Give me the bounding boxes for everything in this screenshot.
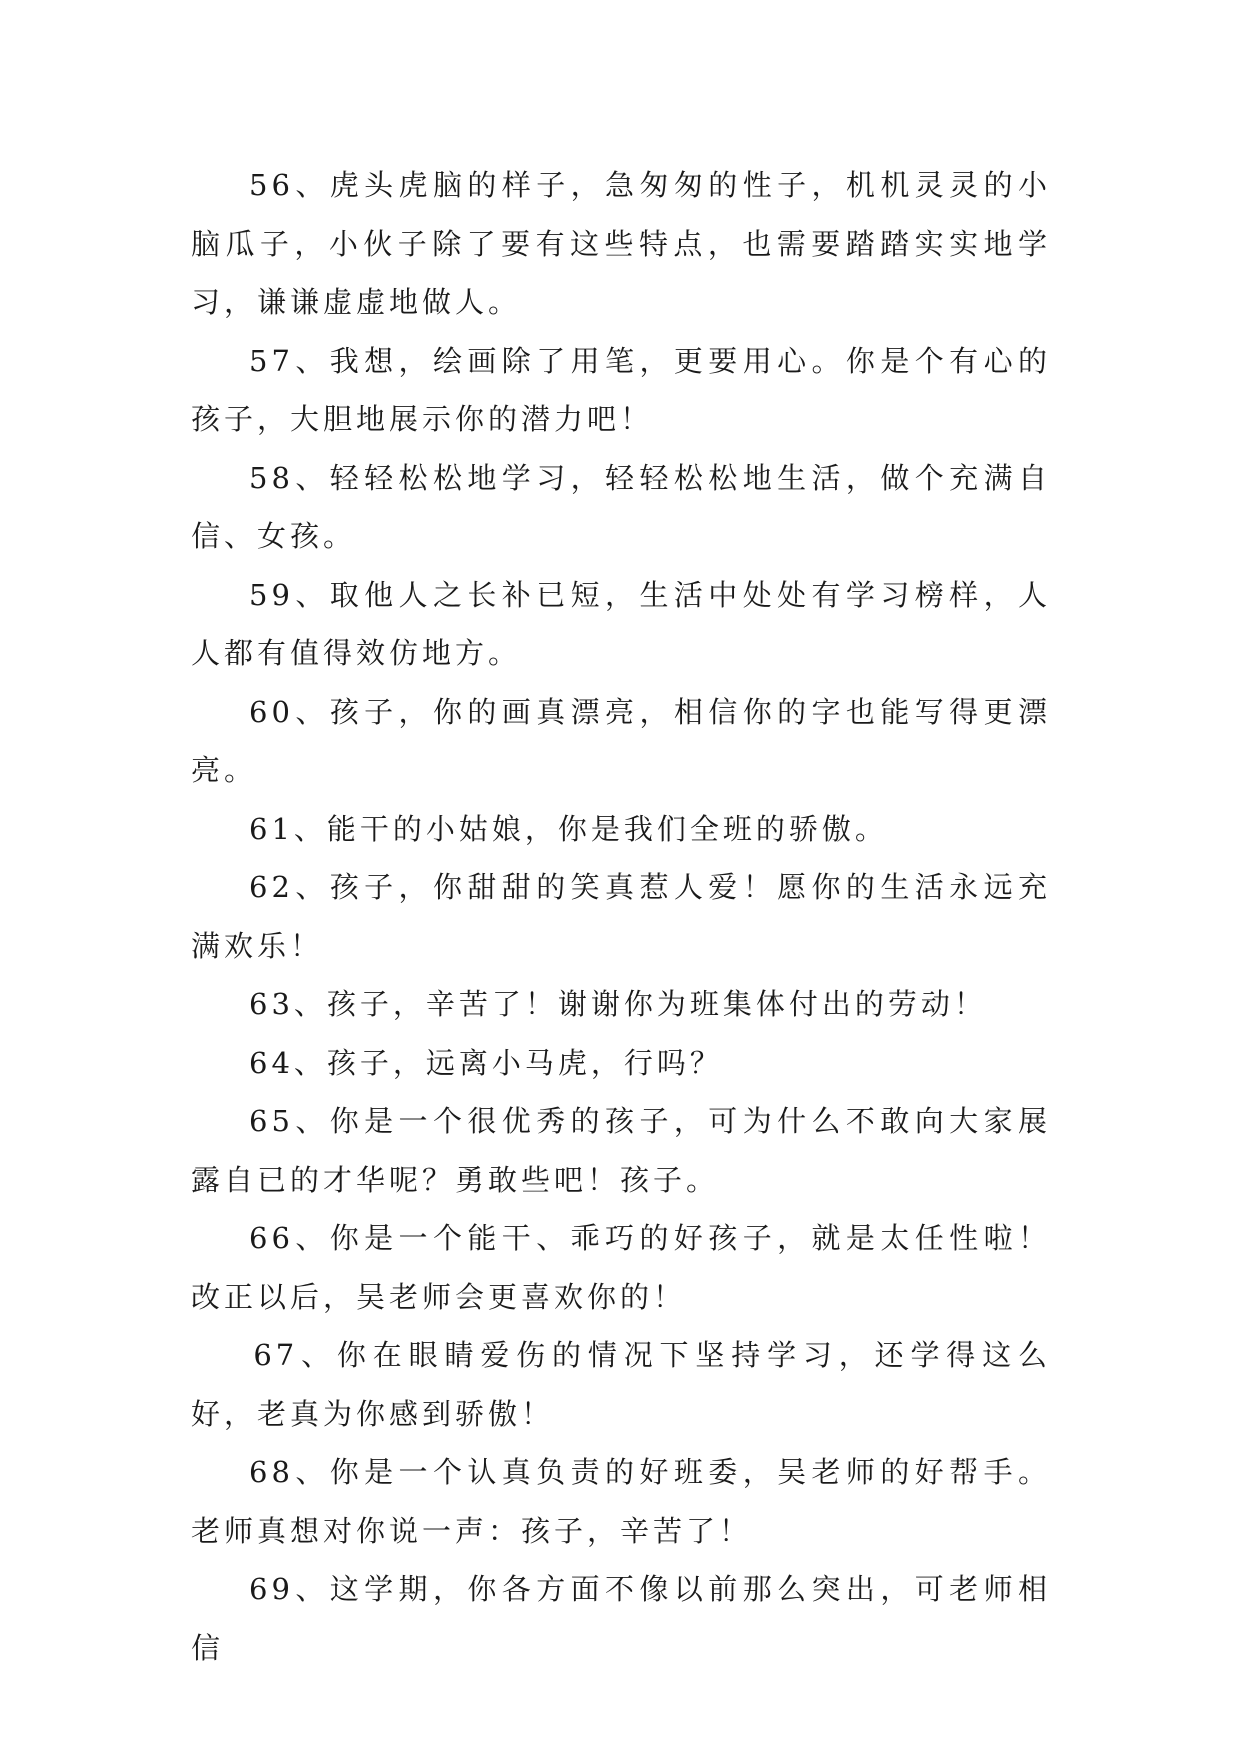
paragraph-56: 56、虎头虎脑的样子，急匆匆的性子，机机灵灵的小脑瓜子，小伙子除了要有这些特点，也需要踏踏实实地学习，谦谦虚虚地做人。 <box>191 168 1051 319</box>
paragraph-58: 58、轻轻松松地学习，轻轻松松地生活，做个充满自信、女孩。 <box>191 460 1051 553</box>
paragraph-64: 64、孩子，远离小马虎，行吗？ <box>249 1045 723 1080</box>
paragraph-57: 57、我想，绘画除了用笔，更要用心。你是个有心的孩子，大胆地展示你的潜力吧！ <box>191 343 1051 436</box>
document-body <box>191 156 1051 1677</box>
paragraph-60: 60、孩子，你的画真漂亮，相信你的字也能写得更漂亮。 <box>191 694 1051 787</box>
paragraph-65: 65、你是一个很优秀的孩子，可为什么不敢向大家展露自已的才华呢？勇敢些吧！孩子。 <box>191 1104 1051 1197</box>
paragraph-68: 68、你是一个认真负责的好班委，吴老师的好帮手。老师真想对你说一声：孩子，辛苦了！ <box>191 1455 1051 1548</box>
paragraph-59: 59、取他人之长补已短，生活中处处有学习榜样，人人都有值得效仿地方。 <box>191 577 1051 670</box>
paragraph-66: 66、你是一个能干、乖巧的好孩子，就是太任性啦！改正以后，吴老师会更喜欢你的！ <box>191 1221 1051 1314</box>
paragraph-61: 61、能干的小姑娘，你是我们全班的骄傲。 <box>249 811 888 846</box>
paragraph-62: 62、孩子，你甜甜的笑真惹人爱！愿你的生活永远充满欢乐！ <box>191 870 1051 963</box>
paragraph-69: 69、这学期，你各方面不像以前那么突出，可老师相信 <box>191 1572 1051 1665</box>
paragraph-67: 67、你在眼睛爱伤的情况下坚持学习，还学得这么好，老真为你感到骄傲！ <box>191 1338 1051 1431</box>
paragraph-63: 63、孩子，辛苦了！谢谢你为班集体付出的劳动！ <box>249 987 987 1021</box>
